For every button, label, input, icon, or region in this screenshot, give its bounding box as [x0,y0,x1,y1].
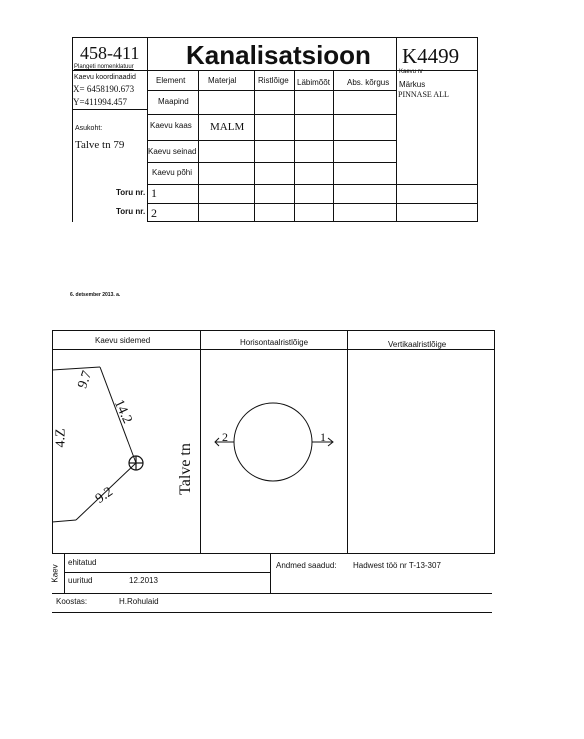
nomenclature-value: 458-411 [80,43,140,63]
pipe1-value: 1 [151,186,157,200]
author-label: Koostas: [56,597,88,606]
pipe2-marker: 2 [222,430,228,444]
sketch-diag-dim: 14.2 [110,397,135,427]
coords-label: Kaevu koordinaadid [74,74,136,81]
row-ground: Maapind [158,97,189,106]
col-element: Element [156,76,186,85]
data-source-value: Hadwest töö nr T-13-307 [353,561,441,570]
col-horizontal: Horisontaalristlõige [240,338,309,347]
date-note: 6. detsember 2013. a. [70,292,121,298]
col-vertical: Vertikaalristlõige [388,340,447,349]
nomenclature-label: Plangeti nomenklatuur [74,64,134,70]
location-label: Asukoht: [75,125,103,132]
kaev-label: Kaev [50,564,60,583]
data-source-label: Andmed saadud: [276,561,337,570]
row-walls: Kaevu seinad [148,147,197,156]
well-number: K4499 [402,44,460,68]
remarks-label: Märkus [399,80,426,89]
pipe2-value: 2 [151,206,157,220]
col-connections: Kaevu sidemed [95,336,151,345]
col-diameter: Läbimõõt [297,78,330,87]
sketch-bottom-dim: 9.2 [92,484,116,507]
horizontal-section-sketch [201,350,347,553]
surveyed-label: uuritud [68,576,93,585]
row-lid-material: MALM [210,121,245,133]
coord-x: X= 6458190.673 [73,84,135,94]
pipe1-marker: 1 [320,430,326,444]
row-lid: Kaevu kaas [150,121,192,130]
sketch-top-dim: 9.7 [75,369,96,391]
page-title: Kanalisatsioon [186,40,371,70]
coord-y: Y=411994.457 [73,97,127,107]
col-cross-section: Ristlõige [258,76,289,85]
author-value: H.Rohulaid [119,597,159,606]
location-value: Talve tn 79 [75,139,125,151]
sketch-side-dim: 4.Z [53,428,69,448]
row-bottom: Kaevu põhi [152,168,193,177]
well-number-label: Kaevu nr [399,69,424,75]
col-abs-height: Abs. kõrgus [347,78,390,87]
built-label: ehitatud [68,558,97,567]
remarks-value: PINNASE ALL [398,90,449,99]
col-material: Materjal [208,76,237,85]
pipe1-label: Toru nr. [116,188,146,197]
pipe2-label: Toru nr. [116,207,146,216]
sketch-street: Talve tn [176,443,194,495]
surveyed-date: 12.2013 [129,576,158,585]
